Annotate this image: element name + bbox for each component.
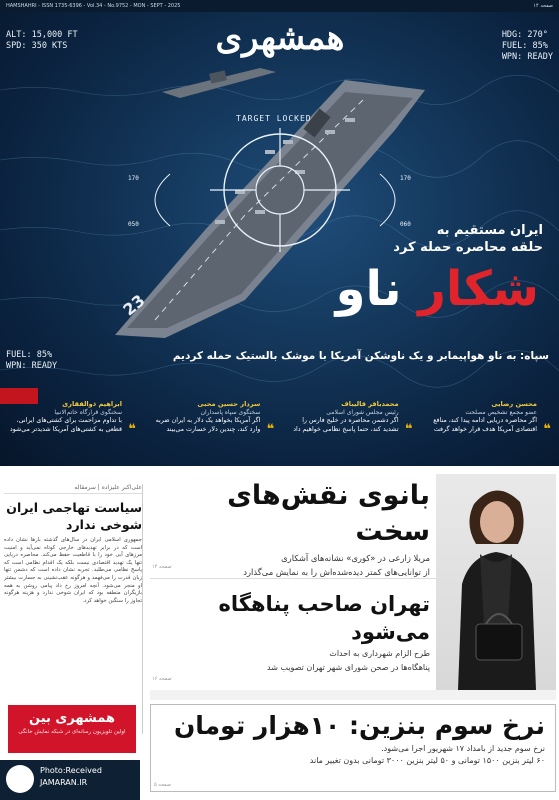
destroyer-image [160,62,280,102]
quote-role: رئیس مجلس شورای اسلامی [326,408,399,416]
quote-mark-icon: ❝ [128,422,136,437]
story-shelter-page: صفحه ۱۶ [152,676,172,682]
promo-subtitle: اولین تلویزیون رسانه‌ای در شبکه نمایش خانگی [18,729,126,735]
editorial-body: جمهوری اسلامی ایران در سال‌های گذشته بارها نشان داده است که در برابر تهدیدهای خارجی کوتاه نمی‌آید و امنیت مرزهای آبی خود را با قاطعیت حفظ می‌کند. محاصره دریایی تنها یک تهدید اقتصادی نیست بلکه یک اقدام نظامی است که پاسخ نظامی می‌طلبد. تجربه نشان داده است که دشمن تنها زبان قدرت را می‌فهمد و هرگونه عقب‌نشینی به جسارت بیشتر او منجر می‌شود. آنچه امروز رخ داد پیامی روشن به همه بازیگران منطقه بود که ایران شوخی ندارد و هزینه هرگونه تجاوز را سنگین خواهد کرد. [4,537,142,604]
quote-role: سخنگوی قرارگاه خاتم‌الانبیا [54,408,122,416]
quote-name: محسن رضایی [491,400,537,408]
hero-kicker-line-2: حلقه محاصره حمله کرد [393,240,543,255]
masthead-logo: همشهری [215,18,345,58]
quote-role: سخنگوی سپاه پاسداران [200,408,261,416]
quote-mark-icon: ❝ [405,422,413,437]
jamaran-logo-icon [6,765,34,793]
quote-text: اگر آمریکا بخواهد یک دلار به ایران ضربه وارد کند، چندین دلار خسارت می‌بیند [155,417,261,433]
svg-text:23: 23 [119,290,149,320]
quotes-row [0,400,559,462]
story-shelter-body-2: پناهگاه‌ها در صحن شورای شهر تهران تصویب شد [267,662,430,672]
quote-text: با تداوم مزاحمت برای کشتی‌های ایرانی، قطعی به کشتی‌های آمریکا شدیدتر می‌شود [9,417,122,433]
story-shelter-body-1: طرح الزام شهرداری به احداث [329,649,430,658]
divider [150,578,440,579]
quote-text: اگر محاصره دریایی ادامه پیدا کند، منافع اقتصادی آمریکا هدف قرار خواهد گرفت [433,417,537,433]
story-actress-page: صفحه ۱۴ [152,564,172,570]
hud-left-scale-top: 170 [128,175,139,182]
actress-photo [436,474,556,690]
gray-band [150,690,556,700]
hud-bottom-left: FUEL: 85% WPN: READY [6,350,58,371]
photo-credit-watermark [0,760,140,800]
quote-item [423,400,551,462]
story-gasoline-body-2: ۶۰ لیتر بنزین ۱۵۰۰ تومانی و ۵۰ لیتر بنزین ۳۰۰۰ تومانی بدون تغییر ماند [309,755,545,765]
story-shelter[interactable] [150,590,430,673]
hud-top-left: ALT: 15,000 FT SPD: 350 KTS [6,30,78,51]
top-strip-left: HAMSHAHRI - ISSN 1735-6396 - Vol.34 - No.9752 - MON - SEPT - 2025 [6,3,181,9]
watermark-line-1: Photo:Received [40,766,102,775]
promo-box[interactable] [8,705,136,753]
hud-left-scale-bottom: 050 [128,221,139,228]
story-actress-body-1: مریلا زارعی در «کوری» نشانه‌های آشکاری [281,553,430,563]
hero-subline: سپاه: به ناو هواپیمابر و یک ناوشکن آمریکا با موشک بالستیک حمله کردیم [172,350,549,362]
watermark-line-2: JAMARAN.IR [40,778,88,787]
quote-item [285,400,413,462]
quote-role: عضو مجمع تشخیص مصلحت [465,408,537,416]
quote-mark-icon: ❝ [266,422,275,437]
story-actress-body-2: از توانایی‌های کمتر دیده‌شده‌اش را به نمایش می‌گذارد [243,567,430,577]
target-locked-label: TARGET LOCKED [236,114,312,123]
story-gasoline-body-1: نرخ سوم جدید از بامداد ۱۷ شهریور اجرا می‌شود. [381,744,545,753]
hero-kicker-line-1: ایران مستقیم به [436,223,543,238]
hero-headline-white: ناو [335,261,402,317]
actress-illustration [436,474,556,690]
hero-headline [336,262,539,316]
editorial-column [4,484,143,734]
quote-item [8,400,136,462]
story-gasoline[interactable] [150,704,556,792]
quote-item [146,400,274,462]
quote-mark-icon: ❝ [543,422,551,437]
story-gasoline-page: صفحه ۵ [154,782,171,788]
story-gasoline-title: نرخ سوم بنزین: ۱۰هزار تومان [173,711,545,740]
quote-text: اگر دشمن محاصره در خلیج فارس را تشدید کند، حتما پاسخ نظامی خواهیم داد [293,417,399,433]
hero-kicker [313,222,543,256]
story-actress[interactable] [150,478,430,578]
story-actress-title: بانوی نقش‌های سخت [227,480,430,547]
editorial-title: سیاست تهاجمی ایران شوخی ندارد [6,500,142,532]
hud-right-scale-bottom: 060 [400,221,411,228]
hud-top-right: HDG: 270° FUEL: 85% WPN: READY [501,30,553,62]
quote-name: ابراهیم ذوالفقاری [62,400,122,408]
hud-right-scale-top: 170 [400,175,411,182]
hud-left-scale [120,170,180,230]
hero-headline-red: شکار [418,261,539,317]
promo-title: همشهری بین [29,711,115,726]
quote-name: محمدباقر قالیباف [341,400,399,408]
editorial-byline: علی‌اکبر علیزاده | سرمقاله [4,484,142,494]
story-shelter-title: تهران صاحب پناهگاه می‌شود [218,592,430,644]
top-strip-right: ۱۴ صفحه [533,3,553,9]
hud-right-scale [370,170,430,230]
quote-name: سردار حسین محبی [197,400,261,408]
